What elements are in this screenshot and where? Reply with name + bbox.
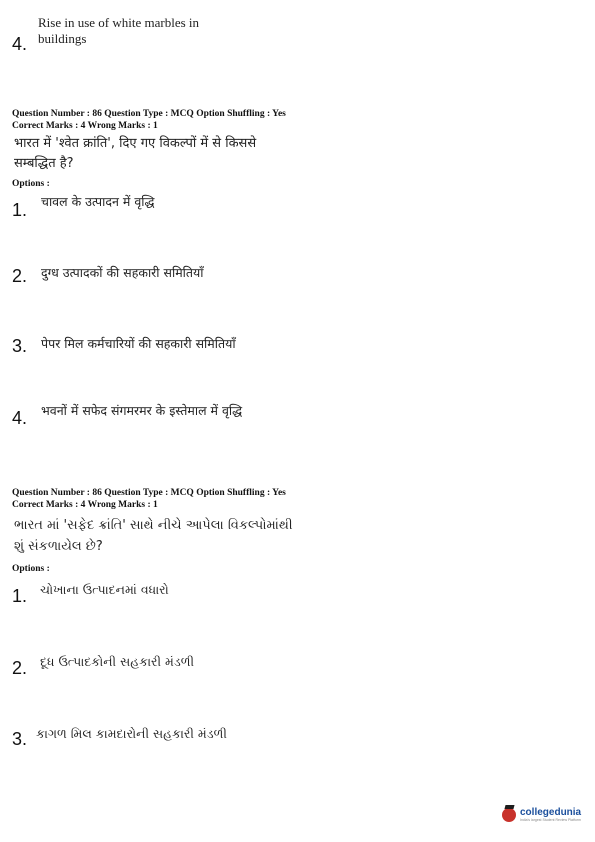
option-3-text[interactable]: पेपर मिल कर्मचारियों की सहकारी समितियाँ — [41, 336, 236, 351]
question-meta-line2: Correct Marks : 4 Wrong Marks : 1 — [12, 500, 158, 510]
option-2-text[interactable]: દૂધ ઉત્પાદકોની સહકારી મંડળી — [40, 654, 195, 669]
top-option-line1: Rise in use of white marbles in — [38, 15, 200, 30]
question-meta-line2: Correct Marks : 4 Wrong Marks : 1 — [12, 121, 158, 131]
question-text-line2: શું સંકળાયેલ છે? — [14, 539, 103, 554]
option-2-text[interactable]: दुग्ध उत्पादकों की सहकारी समितियाँ — [41, 265, 204, 280]
top-option-line2: buildings — [38, 31, 87, 46]
logo-tagline: India's largest Student Review Platform — [520, 818, 581, 822]
option-1-number: 1. — [12, 200, 28, 220]
question-text-line1: ભારત માં 'સફેદ ક્રાંતિ' સાથે નીચે આપેલા વિકલ્પોમાંથી — [14, 518, 293, 533]
question-text-line1: भारत में 'श्वेत क्रांति', दिए गए विकल्पों में से किससे — [14, 136, 257, 151]
option-2-number: 2. — [12, 266, 28, 286]
option-3-number: 3. — [12, 729, 28, 749]
option-4-number: 4. — [12, 408, 28, 428]
collegedunia-logo — [502, 808, 581, 822]
option-4-text[interactable]: भवनों में सफेद संगमरमर के इस्तेमाल में वृद्धि — [41, 403, 243, 418]
question-text-line2: सम्बद्धित है? — [14, 156, 74, 171]
options-label: Options : — [12, 179, 50, 189]
question-meta-line1: Question Number : 86 Question Type : MCQ Option Shuffling : Yes — [12, 488, 286, 498]
logo-icon — [502, 808, 516, 822]
option-1-number: 1. — [12, 586, 28, 606]
options-label: Options : — [12, 564, 50, 574]
option-2-number: 2. — [12, 658, 28, 678]
question-meta-line1: Question Number : 86 Question Type : MCQ Option Shuffling : Yes — [12, 109, 286, 119]
logo-brand: collegedunia — [520, 807, 582, 818]
top-option-number: 4. — [12, 34, 28, 54]
option-3-number: 3. — [12, 336, 28, 356]
option-1-text[interactable]: ચોખાના ઉત્પાદનમાં વધારો — [40, 582, 169, 597]
option-3-text[interactable]: કાગળ મિલ કામદારોની સહકારી મંડળી — [36, 726, 227, 741]
option-1-text[interactable]: चावल के उत्पादन में वृद्धि — [41, 194, 155, 209]
